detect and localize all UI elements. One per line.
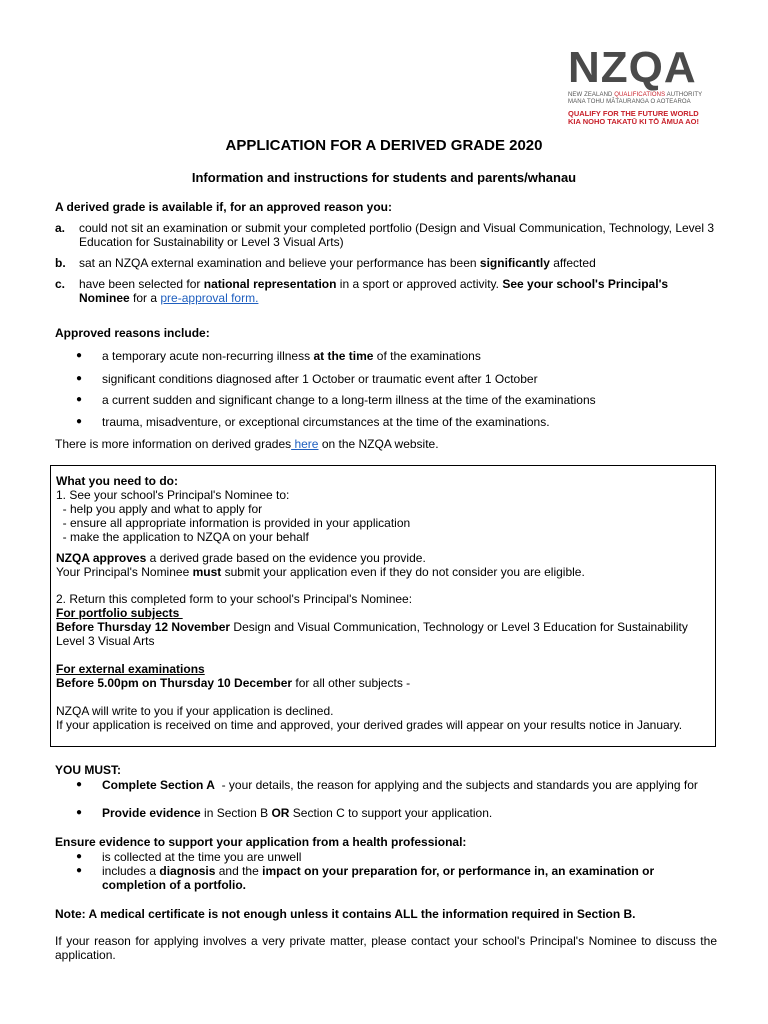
box-portfolio-text [56, 620, 706, 648]
reason-a-letter: a. [55, 221, 66, 235]
box-external-detail: for all other subjects - [292, 676, 411, 690]
pre-approval-form-link[interactable]: pre-approval form. [160, 291, 259, 305]
here-link[interactable]: here [291, 437, 319, 451]
private-matter-text: If your reason for applying involves a very private matter, please contact your school's Principal's Nominee to discuss the application. [55, 934, 717, 962]
logo-org-name [568, 92, 718, 106]
evidence-item [76, 864, 716, 892]
box-approves-bold: NZQA approves [56, 551, 147, 565]
box-approves-text: a derived grade based on the evidence you provide. [146, 551, 426, 565]
evidence-text [102, 864, 716, 892]
nzqa-logo-word [568, 43, 718, 92]
bullet-icon: ● [76, 373, 83, 384]
logo-line1-b: QUALIFICATIONS [614, 92, 666, 98]
reason-c-bold1: national representation [203, 277, 337, 291]
box-approved-text: If your application is received on time and approved, your derived grades will appear on your results notice in January. [56, 718, 683, 732]
logo-line1-a: NEW ZEALAND [568, 92, 615, 98]
you-must-text [102, 806, 716, 820]
logo-letter-n: N [568, 43, 601, 92]
you-must-m2-bold: Provide evidence [102, 806, 201, 820]
reason-b-bold: significantly [479, 256, 550, 270]
bullet-icon: ● [76, 350, 83, 361]
box-declined: NZQA will write to you if your application is declined. [56, 704, 334, 718]
bullet-icon: ● [76, 807, 83, 818]
reason-c-letter: c. [55, 277, 66, 291]
reason-b-text [79, 256, 715, 270]
box-portfolio-bold: Before Thursday 12 November [56, 620, 231, 634]
reason-c-text3: for a [129, 291, 161, 305]
approved-reasons-heading: Approved reasons include: [55, 326, 210, 340]
you-must-m1-text: - your details, the reason for applying and the subjects and standards you are applying for [214, 778, 698, 792]
box-external-bold: Before 5.00pm on Thursday 10 December [56, 676, 293, 690]
logo-letter-z: Z [600, 43, 629, 92]
approved-b1-text2: of the examinations [373, 349, 481, 363]
box-step1-b: - ensure all appropriate information is provided in your application [56, 516, 411, 530]
evidence-text: is collected at the time you are unwell [102, 850, 302, 864]
evidence-e2-bold1: diagnosis [159, 864, 216, 878]
logo-line1-c: AUTHORITY [665, 92, 703, 98]
you-must-m2-bold2: OR [271, 806, 290, 820]
reason-b-text1: sat an NZQA external examination and believe your performance has been [79, 256, 480, 270]
box-must-text2: submit your application even if they do not consider you are eligible. [221, 565, 585, 579]
you-must-m1-bold: Complete Section A [102, 778, 215, 792]
box-step1-a: - help you apply and what to apply for [56, 502, 263, 516]
box-external-text [56, 676, 706, 690]
evidence-e2-bold2: impact on your preparation for, or performance in, an examination or completion of a portfolio. [102, 864, 655, 892]
reason-a [55, 221, 715, 249]
reason-c-text [79, 277, 715, 305]
you-must-item [76, 778, 716, 792]
logo-tag1: QUALIFY FOR THE FUTURE WORLD [568, 109, 699, 118]
box-external-heading: For external examinations [56, 662, 205, 676]
intro-text: A derived grade is available if, for an approved reason you: [55, 200, 392, 214]
box-approves [56, 551, 706, 565]
you-must-heading: YOU MUST: [55, 763, 121, 777]
box-must-bold: must [192, 565, 222, 579]
box-must [56, 565, 706, 579]
reason-c-bold2: See your school's Principal's Nominee [79, 277, 669, 305]
reason-c [55, 277, 715, 305]
approved-b1-bold: at the time [313, 349, 374, 363]
box-portfolio-heading: For portfolio subjects [56, 606, 183, 620]
box-step1: 1. See your school's Principal's Nominee to: [56, 488, 290, 502]
approved-reason-text: trauma, misadventure, or exceptional circumstances at the time of the examinations. [102, 415, 550, 429]
approved-reason-item [76, 372, 716, 386]
reason-b-letter: b. [55, 256, 66, 270]
evidence-heading: Ensure evidence to support your application from a health professional: [55, 835, 467, 849]
approved-reason-text [102, 349, 716, 363]
more-info-text1: There is more information on derived grades [55, 437, 292, 451]
approved-reason-item [76, 415, 716, 429]
box-must-text1: Your Principal's Nominee [56, 565, 193, 579]
approved-reason-text: a current sudden and significant change to a long-term illness at the time of the examinations [102, 393, 596, 407]
bullet-icon: ● [76, 779, 83, 790]
page-subtitle: Information and instructions for students and parents/whanau [191, 170, 577, 185]
more-info-line [55, 437, 717, 451]
page-title: APPLICATION FOR A DERIVED GRADE 2020 [225, 137, 543, 154]
logo-tagline [568, 110, 718, 126]
reason-b-text2: affected [549, 256, 596, 270]
bullet-icon: ● [76, 394, 83, 405]
nzqa-logo [568, 43, 718, 126]
evidence-e2-text1: includes a [102, 864, 160, 878]
evidence-e2-text2: and the [215, 864, 263, 878]
logo-tag2: KIA NOHO TAKATŪ KI TŌ ĀMUA AO! [568, 117, 699, 126]
you-must-text [102, 778, 716, 792]
instructions-box [50, 465, 716, 747]
box-step1-c: - make the application to NZQA on your behalf [56, 530, 309, 544]
approved-reason-item [76, 393, 716, 407]
box-heading: What you need to do: [56, 474, 178, 488]
reason-c-text2: in a sport or approved activity. [336, 277, 503, 291]
reason-b [55, 256, 715, 270]
medical-note: Note: A medical certificate is not enough unless it contains ALL the information required in Section B. [55, 907, 636, 921]
you-must-item [76, 806, 716, 820]
logo-letter-q: Q [628, 43, 664, 92]
you-must-m2-text1: in Section B [200, 806, 272, 820]
approved-reason-item [76, 349, 716, 363]
approved-reason-text: significant conditions diagnosed after 1 October or traumatic event after 1 October [102, 372, 538, 386]
bullet-icon: ● [76, 851, 83, 862]
more-info-text2: on the NZQA website. [318, 437, 439, 451]
evidence-item [76, 850, 716, 864]
box-portfolio-detail: Design and Visual Communication, Technology or Level 3 Education for Sustainability Level 3 Visual Arts [56, 620, 688, 648]
logo-letter-a: A [663, 43, 697, 92]
logo-line2: MANA TOHU MĀTAURANGA O AOTEAROA [568, 99, 691, 105]
box-step2: 2. Return this completed form to your school's Principal's Nominee: [56, 592, 413, 606]
you-must-m2-text2: Section C to support your application. [289, 806, 493, 820]
bullet-icon: ● [76, 416, 83, 427]
reason-c-text1: have been selected for [79, 277, 204, 291]
bullet-icon: ● [76, 865, 83, 876]
approved-b1-text1: a temporary acute non-recurring illness [102, 349, 314, 363]
reason-a-text: could not sit an examination or submit your completed portfolio (Design and Visual Communication, Technology, Level 3 Education for Sustainability or Level 3 Visual Arts) [79, 221, 715, 249]
